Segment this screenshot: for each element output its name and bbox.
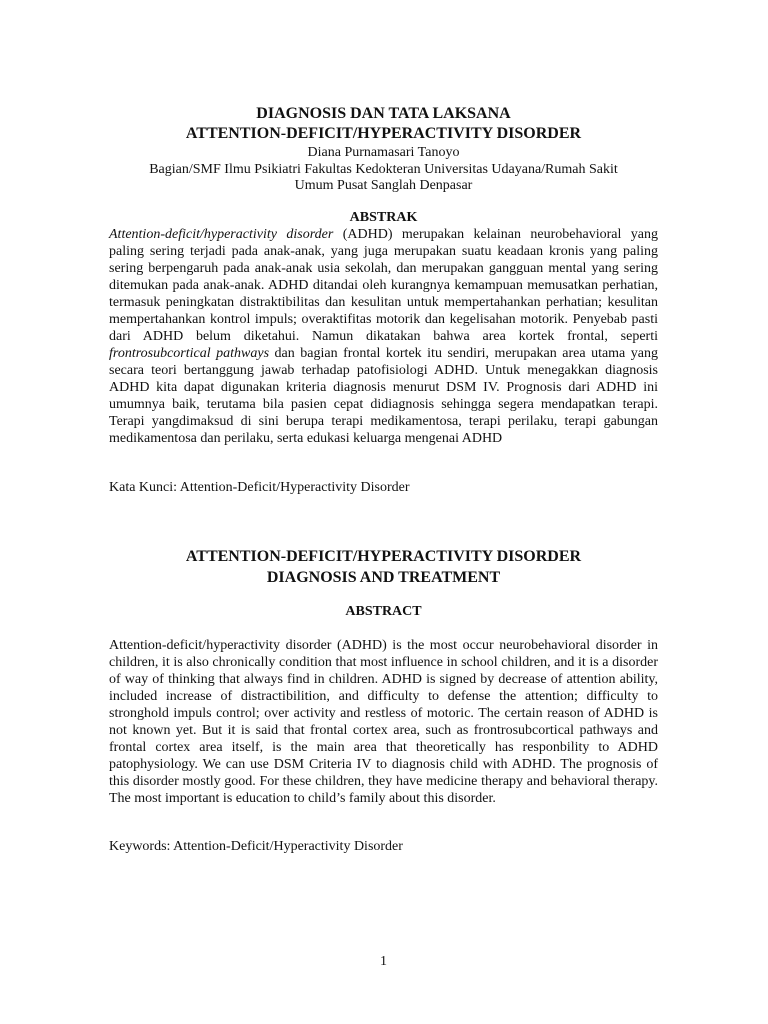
affiliation-line-1: Bagian/SMF Ilmu Psikiatri Fakultas Kedokteran Universitas Udayana/Rumah Sakit	[149, 162, 618, 177]
kata-kunci: Kata Kunci: Attention-Deficit/Hyperactivity Disorder	[109, 480, 410, 495]
abstrak-body	[109, 226, 658, 447]
abstrak-term-italic: Attention-deficit/hyperactivity disorder	[109, 227, 334, 242]
abstract-heading: ABSTRACT	[345, 604, 422, 619]
abstrak-body-part2: dan bagian frontal kortek itu sendiri, merupakan area utama yang secara teori bertanggung jawab terhadap patofisiologi ADHD. Untuk menegakkan diagnosis ADHD kita dapat digunakan kriteria diagnosis menurut DSM IV. Prognosis dari ADHD ini umumnya baik, terutama bila pasien cepat didiagnosis sehingga segera mendapatkan terapi. Terapi yangdimaksud di sini berupa terapi medikamentosa, terapi perilaku, terapi gabungan medikamentosa dan perilaku, serta edukasi keluarga mengenai ADHD	[109, 346, 658, 446]
title-line-2: ATTENTION-DEFICIT/HYPERACTIVITY DISORDER	[185, 125, 582, 142]
document-page	[109, 0, 658, 1024]
title-line-1: DIAGNOSIS DAN TATA LAKSANA	[256, 105, 511, 122]
author-name: Diana Purnamasari Tanoyo	[307, 145, 460, 160]
abstract-body: Attention-deficit/hyperactivity disorder (ADHD) is the most occur neurobehavioral disorder in children, it is also chronically condition that most influence in school children, and it is a disorder of way of thinking that always find in children. ADHD is signed by decrease of attention ability, included increase of distractibilition, and difficulty to defense the attention; difficulty to stronghold impuls control; over activity and restless of motoric. The certain reason of ADHD is not known yet. But it is said that frontal cortex area, such as frontrosubcortical pathways and frontal cortex area itself, is the main area that theoretically has responbility to ADHD patophysiology. We can use DSM Criteria IV to diagnosis child with ADHD. The prognosis of this disorder mostly good. For these children, they have medicine therapy and behavioral therapy. The most important is education to child’s family about this disorder.	[109, 638, 658, 806]
affiliation-line-2: Umum Pusat Sanglah Denpasar	[294, 178, 473, 193]
abstrak-body-part1: (ADHD) merupakan kelainan neurobehavioral yang paling sering terjadi pada anak-anak, yang juga merupakan suatu keadaan kronis yang paling sering berpengaruh pada anak-anak usia sekolah, dan merupakan gangguan mental yang sering ditemukan pada anak-anak. ADHD ditandai oleh kurangnya kemampuan memusatkan perhatian, termasuk peningkatan distraktibilitas dan kesulitan untuk mempertahankan perhatian; kesulitan mempertahankan kontrol impuls; overaktifitas motorik dan kegelisahan motorik. Penyebab pasti dari ADHD belum diketahui. Namun dikatakan bahwa area kortek frontal, seperti	[109, 227, 658, 344]
abstrak-term2-italic: frontrosubcortical pathways	[109, 346, 270, 361]
english-title-line-1: ATTENTION-DEFICIT/HYPERACTIVITY DISORDER	[185, 548, 582, 565]
page-number: 1	[380, 954, 387, 969]
abstrak-heading: ABSTRAK	[349, 210, 418, 225]
keywords: Keywords: Attention-Deficit/Hyperactivity Disorder	[109, 839, 403, 854]
english-title-line-2: DIAGNOSIS AND TREATMENT	[266, 569, 501, 586]
